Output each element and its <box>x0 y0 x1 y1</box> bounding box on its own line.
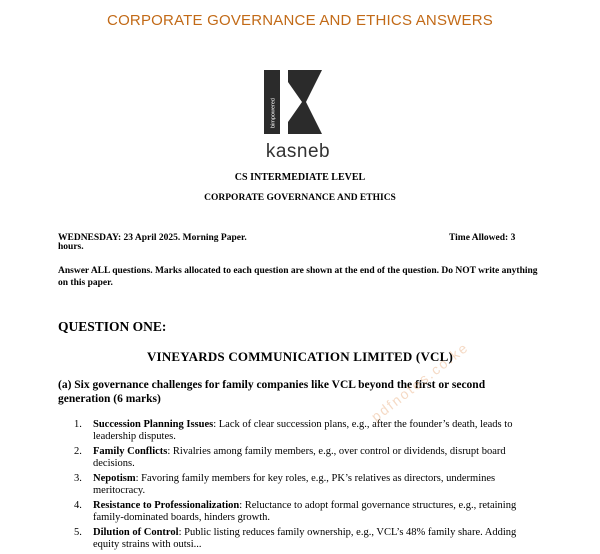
item-text: : Reluctance to adopt formal governance structures, e.g., retaining family-dominated boards, hinders growth. <box>93 499 517 523</box>
item-number: 2. <box>74 445 82 457</box>
item-number: 5. <box>74 526 82 538</box>
exam-instructions: Answer ALL questions. Marks allocated to each question are shown at the end of the question. Do NOT write anything on this paper. <box>58 266 538 288</box>
item-text: : Lack of clear succession plans, e.g., after the founder’s death, leads to leadership disputes. <box>93 419 513 443</box>
item-number: 4. <box>74 499 82 511</box>
item-number: 1. <box>74 419 82 430</box>
item-term: Resistance to Professionalization <box>93 499 240 511</box>
list-item <box>74 527 534 551</box>
list-item <box>74 473 534 497</box>
item-text: : Rivalries among family members, e.g., over control or dividends, disrupt board decisions. <box>93 445 506 470</box>
document-banner-title: CORPORATE GOVERNANCE AND ETHICS ANSWERS <box>107 12 493 29</box>
item-term: Family Conflicts <box>93 445 168 457</box>
time-allowed: Time Allowed: 3 <box>449 233 516 243</box>
time-allowed-continued: hours. <box>58 242 84 252</box>
list-item <box>74 446 534 470</box>
paper-info-line <box>58 233 528 252</box>
case-study-title: VINEYARDS COMMUNICATION LIMITED (VCL) <box>146 349 454 364</box>
list-item <box>74 419 534 443</box>
item-term: Nepotism <box>93 472 136 484</box>
exam-subject: CORPORATE GOVERNANCE AND ETHICS <box>204 193 396 203</box>
item-term: Succession Planning Issues <box>93 419 214 430</box>
watermark-text: pdfnotes.co.ke <box>368 338 472 425</box>
item-text: : Favoring family members for key roles, e.g., PK’s relatives as directors, undermines meritocracy. <box>93 472 496 497</box>
brand-wordmark: kasneb <box>265 141 331 162</box>
item-number: 3. <box>74 472 82 484</box>
question-part-a: (a) Six governance challenges for family companies like VCL beyond the first or second generation (6 marks) <box>58 379 486 405</box>
item-term: Dilution of Control <box>93 526 179 538</box>
answer-list <box>74 419 534 554</box>
question-title: QUESTION ONE: <box>58 319 167 334</box>
logo-tagline: bimpowered <box>270 98 277 128</box>
item-text: : Public listing reduces family ownership, e.g., VCL’s 48% family share. Adding equity strains with outsi... <box>93 526 517 550</box>
exam-level: CS INTERMEDIATE LEVEL <box>234 172 366 183</box>
exam-date: WEDNESDAY: 23 April 2025. Morning Paper. <box>58 233 247 243</box>
list-item <box>74 500 534 524</box>
